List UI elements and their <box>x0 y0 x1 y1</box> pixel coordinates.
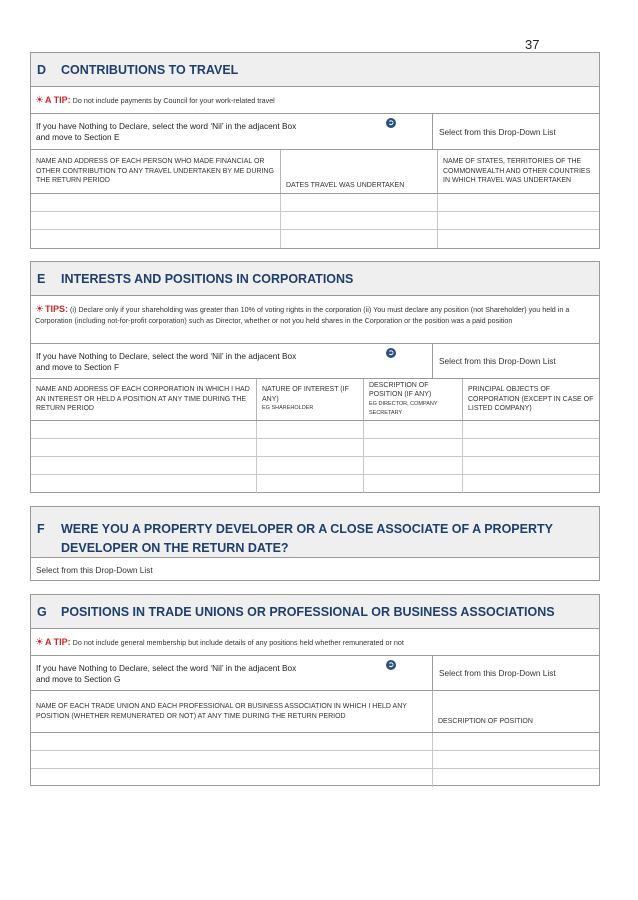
section-title: WERE YOU A PROPERTY DEVELOPER OR A CLOSE ASSOCIATE OF A PROPERTY DEVELOPER ON THE RETURN DATE? <box>61 522 553 555</box>
table-row[interactable] <box>31 230 599 248</box>
column-header: DESCRIPTION OF POSITION <box>438 717 533 725</box>
nil-instruction-text: If you have Nothing to Declare, select the word ‘Nil’ in the adjacent Box <box>36 663 297 673</box>
tip-row <box>31 87 599 114</box>
column-header-text: NATURE OF INTEREST (IF ANY) <box>262 386 349 403</box>
nil-instruction-text: If you have Nothing to Declare, select the word ‘Nil’ in the adjacent Box <box>36 351 297 361</box>
page-number: 37 <box>525 37 540 52</box>
data-rows <box>31 421 599 493</box>
arrow-right-icon: ➲ <box>387 118 395 127</box>
section-title: POSITIONS IN TRADE UNIONS OR PROFESSIONAL OR BUSINESS ASSOCIATIONS <box>61 604 555 619</box>
section-title: CONTRIBUTIONS TO TRAVEL <box>61 62 239 77</box>
column-header: PRINCIPAL OBJECTS OF CORPORATION (EXCEPT IN CASE OF LISTED COMPANY) <box>468 386 594 413</box>
column-header-text: DESCRIPTION OF POSITION (IF ANY) <box>369 381 432 398</box>
arrow-right-icon: ➲ <box>387 348 395 357</box>
data-rows <box>31 194 599 248</box>
data-rows <box>31 733 599 787</box>
nil-dropdown[interactable]: Select from this Drop-Down List <box>439 356 556 366</box>
column-header <box>257 379 364 420</box>
tip-row <box>31 296 599 344</box>
tip-text: Do not include payments by Council for your work-related travel <box>72 96 275 105</box>
section-e <box>30 261 600 493</box>
table-row[interactable] <box>31 751 599 769</box>
section-f-header <box>31 507 599 558</box>
column-header: NAME AND ADDRESS OF EACH CORPORATION IN WHICH I HAD AN INTEREST OR HELD A POSITION AT ANY TIME DURING THE RETURN PERIOD <box>31 379 257 420</box>
tip-label: A TIP: <box>44 95 71 105</box>
arrow-right-icon: ➲ <box>387 660 395 669</box>
nil-row <box>31 114 599 150</box>
section-letter: G <box>37 604 47 619</box>
nil-dropdown[interactable]: Select from this Drop-Down List <box>439 668 556 678</box>
tip-row <box>31 629 599 656</box>
column-headers <box>31 691 599 733</box>
nil-row <box>31 344 599 379</box>
nil-move-to: and move to Section G <box>36 674 121 684</box>
nil-move-to: and move to Section F <box>36 362 120 372</box>
tip-label: TIPS: <box>44 304 68 314</box>
property-developer-dropdown[interactable]: Select from this Drop-Down List <box>36 564 153 575</box>
tip-label: A TIP: <box>44 637 71 647</box>
column-headers <box>31 379 599 421</box>
column-header-sub: EG SHAREHOLDER <box>262 405 314 412</box>
tip-icon: ☀ <box>35 304 44 315</box>
column-headers <box>31 150 599 194</box>
column-header: NAME OF EACH TRADE UNION AND EACH PROFESSIONAL OR BUSINESS ASSOCIATION IN WHICH I HELD ANY POSITION (WHETHER REMUNERATED OR NOT) AT ANY TIME DURING THE RETURN PERIOD <box>31 691 433 732</box>
table-row[interactable] <box>31 769 599 787</box>
section-d <box>30 52 600 249</box>
table-row[interactable] <box>31 457 599 475</box>
section-g-header <box>31 595 599 629</box>
section-letter: E <box>37 271 46 286</box>
column-header-sub: EG DIRECTOR, COMPANY SECRETARY <box>369 400 438 416</box>
nil-dropdown[interactable]: Select from this Drop-Down List <box>439 126 556 137</box>
table-row[interactable] <box>31 733 599 751</box>
table-row[interactable] <box>31 439 599 457</box>
nil-row <box>31 656 599 691</box>
tip-icon: ☀ <box>35 637 44 648</box>
tip-text: (i) Declare only if your shareholding was greater than 10% of voting rights in the corporation (ii) You must declare any position (not Shareholder) you held in a Corporation (including not-for-profit corporation) such as Director, whether or not you held shares in the Corporation or the position was a paid position <box>35 305 570 325</box>
table-row[interactable] <box>31 475 599 493</box>
tip-icon: ☀ <box>35 95 44 106</box>
section-f <box>30 506 600 581</box>
table-row[interactable] <box>31 194 599 212</box>
nil-instruction-text: If you have Nothing to Declare, select the word ‘Nil’ in the adjacent Box <box>36 121 297 131</box>
nil-instruction <box>31 344 433 378</box>
section-g <box>30 594 600 786</box>
section-letter: F <box>37 522 45 536</box>
section-letter: D <box>37 62 47 77</box>
column-header: NAME OF STATES, TERRITORIES OF THE COMMONWEALTH AND OTHER COUNTRIES IN WHICH TRAVEL WAS UNDERTAKEN <box>443 158 591 185</box>
table-row[interactable] <box>31 212 599 230</box>
nil-instruction <box>31 114 433 149</box>
table-row[interactable] <box>31 421 599 439</box>
section-title: INTERESTS AND POSITIONS IN CORPORATIONS <box>61 271 354 286</box>
section-d-header <box>31 53 599 87</box>
column-header <box>364 379 463 420</box>
tip-text: Do not include general membership but include details of any positions held whether remunerated or not <box>72 638 404 647</box>
nil-instruction <box>31 656 433 690</box>
nil-move-to: and move to Section E <box>36 132 120 142</box>
column-header: NAME AND ADDRESS OF EACH PERSON WHO MADE FINANCIAL OR OTHER CONTRIBUTION TO ANY TRAVEL UNDERTAKEN BY ME DURING THE RETURN PERIOD <box>31 150 281 193</box>
column-header: DATES TRAVEL WAS UNDERTAKEN <box>281 150 438 193</box>
section-e-header <box>31 262 599 296</box>
